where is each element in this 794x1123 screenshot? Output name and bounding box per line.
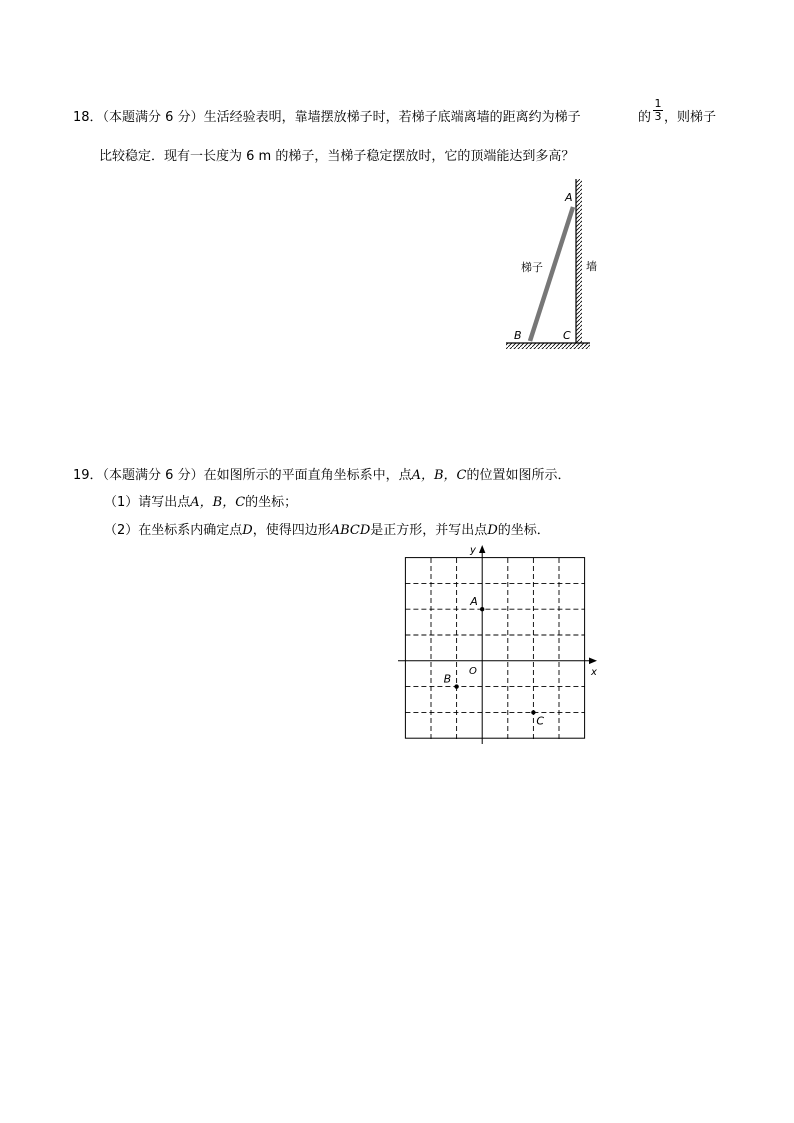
q18-fraction-numerator: 1 — [654, 97, 662, 110]
q18-number: 18． — [73, 110, 103, 125]
x-axis-arrow — [589, 658, 597, 665]
q19-sub2-D: D — [242, 523, 253, 538]
ladder — [530, 207, 573, 341]
ground-hatching — [506, 343, 590, 349]
q19-sub2-d: 的坐标． — [497, 523, 550, 538]
q19-sub2 — [104, 519, 550, 538]
grid-lines — [405, 558, 584, 739]
q18-de: 的 — [638, 110, 652, 125]
label-ladder: 梯子 — [521, 261, 543, 274]
point-A — [480, 607, 484, 611]
q19-sub1 — [104, 491, 297, 510]
q18-line1-text: 生活经验表明，靠墙摆放梯子时，若梯子底端离墙的距离约为梯子 — [203, 110, 581, 125]
label-wall: 墙 — [586, 260, 597, 273]
q19-sub2-a: （2）在坐标系内确定点 — [104, 523, 243, 538]
q19-stem-a: 在如图所示的平面直角坐标系中，点 — [203, 468, 412, 483]
q19-number: 19． — [73, 468, 103, 483]
label-x: x — [591, 667, 597, 678]
q19-sub1-a: （1）请写出点 — [104, 495, 191, 510]
label-point-A: A — [470, 595, 478, 609]
coordinate-grid-figure — [393, 540, 603, 746]
wall-hatching — [576, 179, 582, 343]
q19-sub2-c: 是正方形，并写出点 — [370, 523, 488, 538]
q19-sub2-D2: D — [487, 523, 498, 538]
q19-score: （本题满分 6 分） — [102, 468, 204, 483]
label-origin: O — [469, 666, 477, 677]
q19-sub1-b: 的坐标； — [245, 495, 298, 510]
q19-sub2-ABCD: ABCD — [330, 523, 371, 538]
grid-frame — [405, 558, 584, 739]
y-axis-arrow — [479, 545, 485, 553]
label-y: y — [470, 545, 476, 556]
q18-line1-tail: ，则梯子 — [664, 110, 717, 125]
q18-fraction-denominator: 3 — [654, 110, 662, 123]
label-A: A — [565, 191, 573, 204]
label-B: B — [514, 329, 522, 342]
q19-sub1-points: A，B，C — [190, 495, 246, 510]
label-point-C: C — [536, 714, 545, 728]
q19-stem — [73, 464, 571, 483]
q18-fraction — [652, 98, 664, 123]
point-C — [531, 710, 535, 714]
ladder-wall-figure — [500, 175, 600, 355]
label-C: C — [563, 329, 571, 342]
q19-sub2-b: ，使得四边形 — [252, 523, 331, 538]
q19-points: A，B，C — [411, 468, 467, 483]
q18-line2: 比较稳定．现有一长度为 6 m 的梯子，当梯子稳定摆放时，它的顶端能达到多高？ — [99, 149, 575, 164]
q18-line1 — [73, 106, 581, 125]
q19-stem-b: 的位置如图所示． — [466, 468, 571, 483]
label-point-B: B — [443, 672, 452, 686]
point-B — [454, 684, 458, 688]
q18-score: （本题满分 6 分） — [102, 110, 204, 125]
